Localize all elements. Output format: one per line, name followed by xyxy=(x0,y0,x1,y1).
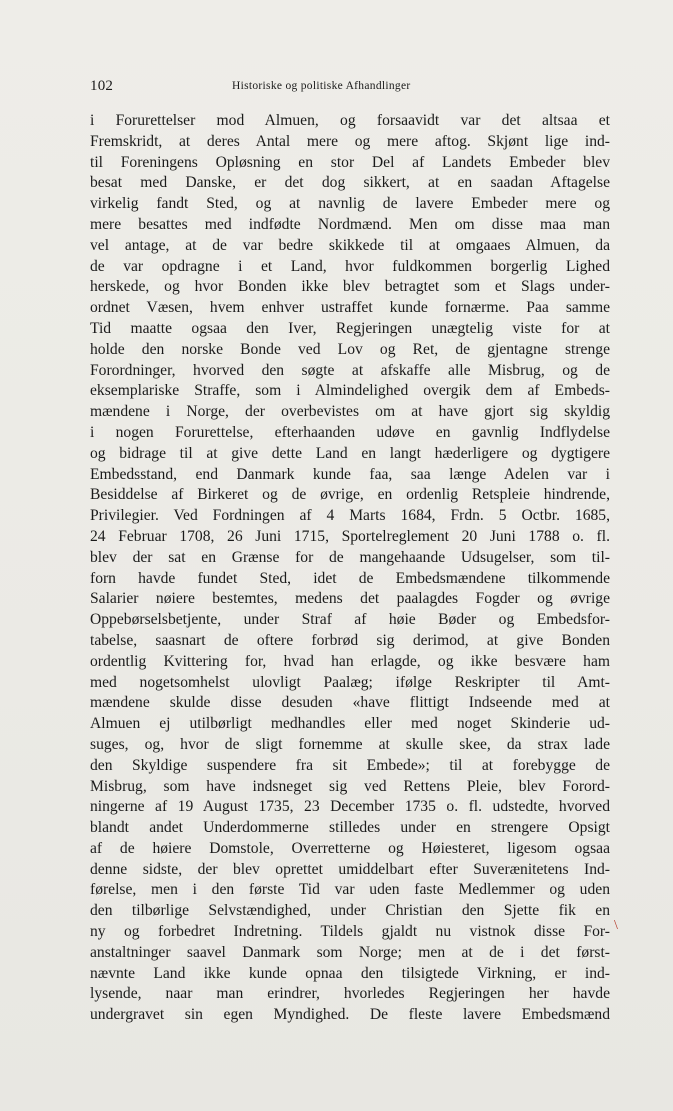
text-line: Besiddelse af Birkeret og de øvrige, en ordenlig Retspleie hindrende, xyxy=(90,486,610,504)
text-line: anstaltninger saavel Danmark som Norge; men at de i det først- xyxy=(90,943,610,961)
text-line: tabelse, saasnart de oftere forbrød sig derimod, at give Bonden xyxy=(90,631,610,649)
text-line: den Skyldige suspendere fra sit Embede»; til at forebygge de xyxy=(90,756,610,774)
margin-mark: \ xyxy=(614,918,618,933)
running-title: Historiske og politiske Afhandlinger xyxy=(232,80,411,92)
text-line: til Foreningens Opløsning en stor Del af Landets Embeder blev xyxy=(90,153,610,171)
text-line: mændene i Norge, der overbevistes om at have gjort sig skyldig xyxy=(90,403,610,421)
text-line: ny og forbedret Indretning. Tildels gjaldt nu vistnok disse For- xyxy=(90,923,610,941)
text-line: i nogen Forurettelse, efterhaanden udøve en gavnlig Indflydelse xyxy=(90,423,610,441)
text-line: de var opdragne i et Land, hvor fuldkommen borgerlig Lighed xyxy=(90,257,610,275)
text-line: Fremskridt, at deres Antal mere og mere aftog. Skjønt lige ind- xyxy=(90,132,610,150)
text-line: nævnte Land ikke kunde opnaa den tilsigtede Virkning, er ind- xyxy=(90,964,610,982)
text-line: ningerne af 19 August 1735, 23 December 1735 o. fl. udstedte, hvorved xyxy=(90,798,610,816)
text-line: den tilbørlige Selvstændighed, under Christian den Sjette fik en xyxy=(90,902,610,920)
text-line: mere besattes med indfødte Nordmænd. Men om disse maa man xyxy=(90,215,610,233)
text-line: blev der sat en Grænse for de mangehaande Udsugelser, som til- xyxy=(90,548,610,566)
text-line: Misbrug, som have indsneget sig ved Rettens Pleie, blev Forord- xyxy=(90,777,610,795)
text-line: herskede, og hvor Bonden ikke blev betragtet som et Slags under- xyxy=(90,278,610,296)
text-line: Tid maatte ogsaa den Iver, Regjeringen unægtelig viste for at xyxy=(90,319,610,337)
text-line: Salarier nøiere bestemtes, medens det paalagdes Fogder og øvrige xyxy=(90,590,610,608)
text-line: lysende, naar man erindrer, hvorledes Regjeringen her havde xyxy=(90,985,610,1003)
text-line: blandt andet Underdommerne stilledes under en strengere Opsigt xyxy=(90,819,610,837)
text-line: mændene skulde disse desuden «have flittigt Indseende med at xyxy=(90,694,610,712)
text-line: ordentlig Kvittering for, hvad han erlagde, og ikke besvære ham xyxy=(90,652,610,670)
text-line: Almuen ej utilbørligt medhandles eller med noget Skinderie ud- xyxy=(90,715,610,733)
text-line: med nogetsomhelst ulovligt Paalæg; ifølge Reskripter til Amt- xyxy=(90,673,610,691)
text-line: 24 Februar 1708, 26 Juni 1715, Sportelreglement 20 Juni 1788 o. fl. xyxy=(90,527,610,545)
body-text xyxy=(90,111,610,1026)
text-line: undergravet sin egen Myndighed. De fleste lavere Embedsmænd xyxy=(90,1006,610,1024)
text-line: suges, og, hvor de sligt fornemme at skulle skee, da strax lade xyxy=(90,735,610,753)
text-line: ordnet Væsen, hvem enhver ustraffet kunde fornærme. Paa samme xyxy=(90,299,610,317)
text-line: i Forurettelser mod Almuen, og forsaavidt var det altsaa et xyxy=(90,112,610,129)
text-line: besat med Danske, er det dog sikkert, at en saadan Aftagelse xyxy=(90,174,610,192)
text-line: Forordninger, hvorved den søgte at afskaffe alle Misbrug, og de xyxy=(90,361,610,379)
text-line: Oppebørselsbetjente, under Straf af høie Bøder og Embedsfor- xyxy=(90,611,610,629)
text-line: vel antage, at de var bedre skikkede til at omgaaes Almuen, da xyxy=(90,236,610,254)
page-header xyxy=(90,78,610,98)
text-line: førelse, men i den første Tid var uden faste Medlemmer og uden xyxy=(90,881,610,899)
text-line: denne sidste, der blev oprettet umiddelbart efter Suverænitetens Ind- xyxy=(90,860,610,878)
text-line: virkelig fandt Sted, og at navnlig de lavere Embeder mere og xyxy=(90,195,610,213)
text-line: holde den norske Bonde ved Lov og Ret, de gjentagne strenge xyxy=(90,340,610,358)
text-line: Privilegier. Ved Fordningen af 4 Marts 1684, Frdn. 5 Octbr. 1685, xyxy=(90,507,610,525)
text-line: og bidrage til at give dette Land en langt hæderligere og dygtigere xyxy=(90,444,610,462)
text-line: af de høiere Domstole, Overretterne og Høiesteret, ligesom ogsaa xyxy=(90,839,610,857)
text-line: eksemplariske Straffe, som i Almindelighed overgik dem af Embeds- xyxy=(90,382,610,400)
text-line: Embedsstand, end Danmark kunde faa, saa længe Adelen var i xyxy=(90,465,610,483)
text-line: forn havde fundet Sted, idet de Embedsmændene tilkommende xyxy=(90,569,610,587)
page-number: 102 xyxy=(90,78,114,94)
